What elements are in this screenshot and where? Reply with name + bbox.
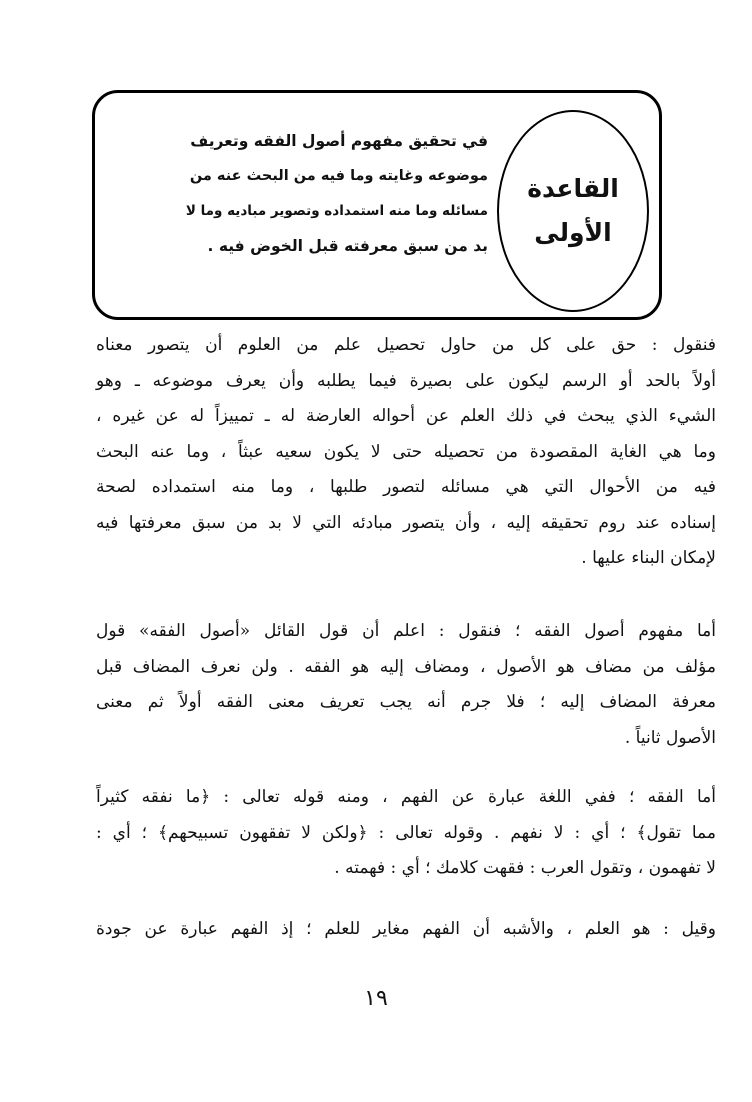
text-line: مما تقول﴾ ؛ أي : لا نفهم . وقوله تعالى : ﴿ولكن لا تفقهون تسبيحهم﴾ ؛ أي : <box>96 822 716 843</box>
rule-title-line-2: الأولى <box>534 218 612 247</box>
text-line: لإمكان البناء عليها . <box>581 548 716 568</box>
rule-summary-line: بد من سبق معرفته قبل الخوض فيه . <box>207 237 488 255</box>
rule-summary-line: موضوعه وغايته وما فيه من البحث عنه من <box>189 168 488 184</box>
text-line: لا تفهمون ، وتقول العرب : فقهت كلامك ؛ أي : فهمته . <box>334 858 716 878</box>
text-line: مؤلف من مضاف هو الأصول ، ومضاف إليه هو الفقه . ولن نعرف المضاف قبل <box>96 656 716 677</box>
paragraph-usul-definition <box>96 614 716 756</box>
text-line: فيه من الأحوال التي هي مسائله لتصور طلبها ، وما منه استمداده لصحة <box>96 477 716 497</box>
page-number: ١٩ <box>364 986 388 1011</box>
text-line: فنقول : حق على كل من حاول تحصيل علم من العلوم أن يتصور معناه <box>96 335 716 355</box>
text-line: وما هي الغاية المقصودة من تحصيله حتى لا يكون سعيه عبثاً ، وما عنه البحث <box>96 441 716 462</box>
rule-summary-line: مسائله وما منه استمداده وتصوير مباديه وما لا <box>185 203 488 219</box>
rule-summary <box>183 124 488 264</box>
text-line: وقيل : هو العلم ، والأشبه أن الفهم مغاير للعلم ؛ إذ الفهم عبارة عن جودة <box>96 919 716 939</box>
text-line: أما مفهوم أصول الفقه ؛ فنقول : اعلم أن قول القائل «أصول الفقه» قول <box>96 621 716 641</box>
text-line: الشيء الذي يبحث في ذلك العلم عن أحواله العارضة له ـ تمييزاً له عن غيره ، <box>96 406 716 426</box>
rule-title-oval <box>497 110 649 312</box>
rule-summary-line: في تحقيق مفهوم أصول الفقه وتعريف <box>190 132 488 150</box>
text-line: أما الفقه ؛ ففي اللغة عبارة عن الفهم ، ومنه قوله تعالى : ﴿ما نفقه كثيراً <box>96 787 716 807</box>
text-line: إسناده عند روم تحقيقه إليه ، وأن يتصور مبادئه التي لا بد من سبق معرفتها فيه <box>96 512 716 533</box>
text-line: الأصول ثانياً . <box>624 727 716 748</box>
text-line: أولاً بالحد أو الرسم ليكون على بصيرة فيما يطلبه وأن يعرف موضوعه ـ وهو <box>96 370 716 391</box>
paragraph-fiqh-meaning <box>96 780 716 887</box>
rule-title-line-1: القاعدة <box>527 174 619 203</box>
text-line: معرفة المضاف إليه ؛ فلا جرم أنه يجب تعريف معنى الفقه أولاً ثم معنى <box>96 692 716 712</box>
paragraph-alternative-view <box>96 912 716 948</box>
paragraph-introduction <box>96 328 716 577</box>
